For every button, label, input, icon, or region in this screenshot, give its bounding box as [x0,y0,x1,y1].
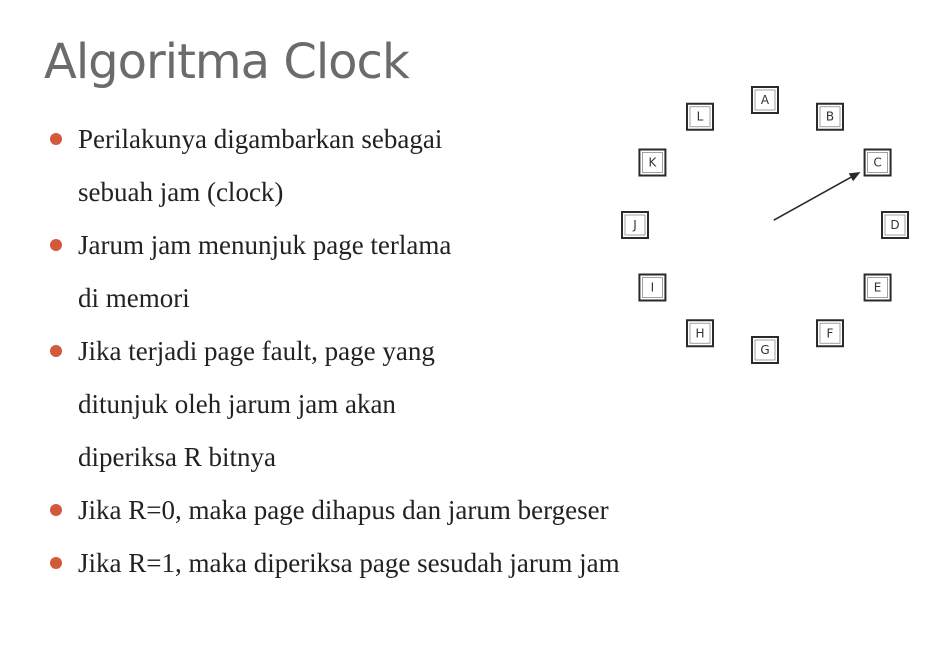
page-frame-label: E [873,280,882,295]
bullet-text-line: ditunjuk oleh jarum jam akan [78,389,396,419]
page-frame-a [752,87,778,113]
bullet-dot-icon [50,133,62,145]
bullet-text-line: sebuah jam (clock) [78,177,284,207]
page-frame-i [639,275,665,301]
clock-hand-arrowhead-icon [849,172,861,181]
page-frame-label: L [696,109,704,124]
clock-diagram-svg [600,80,930,390]
bullet-dot-icon [50,557,62,569]
page-frame-b [817,104,843,130]
page-frame-label: K [648,155,657,170]
page-frame-c [865,150,891,176]
bullet-text-line: Jika R=1, maka diperiksa page sesudah jarum jam [78,548,620,578]
page-frame-label: J [633,218,637,232]
page-frame-label: D [890,218,900,232]
clock-hand-icon [774,176,854,220]
bullet-text-line: di memori [78,283,190,313]
bullet-dot-icon [50,345,62,357]
clock-diagram [600,80,930,390]
page-frame-g [752,337,778,363]
page-frame-l [687,104,713,130]
bullet-text-line: Jarum jam menunjuk page terlama [78,230,452,260]
page-frame-label: G [760,343,770,357]
bullet-text-line: Jika R=0, maka page dihapus dan jarum bergeser [78,495,609,525]
bullet-text-line: Jika terjadi page fault, page yang [78,336,435,366]
page-frame-f [817,320,843,346]
page-frame-k [639,150,665,176]
page-frame-j [622,212,648,238]
bullet-item [0,484,935,537]
page-frame-label: F [826,326,834,341]
page-frame-d [882,212,908,238]
bullet-item [0,537,935,590]
page-frame-label: H [695,326,705,341]
bullet-dot-icon [50,504,62,516]
page-frame-e [865,275,891,301]
page-frame-h [687,320,713,346]
bullet-text-line: diperiksa R bitnya [78,442,276,472]
bullet-text-line: Perilakunya digambarkan sebagai [78,124,443,154]
page-frame-label: B [825,109,835,124]
slide-title: Algoritma Clock [44,34,409,90]
bullet-dot-icon [50,239,62,251]
page-frame-label: A [760,93,770,107]
page-frame-label: C [873,155,882,170]
page-frame-label: I [650,280,655,295]
